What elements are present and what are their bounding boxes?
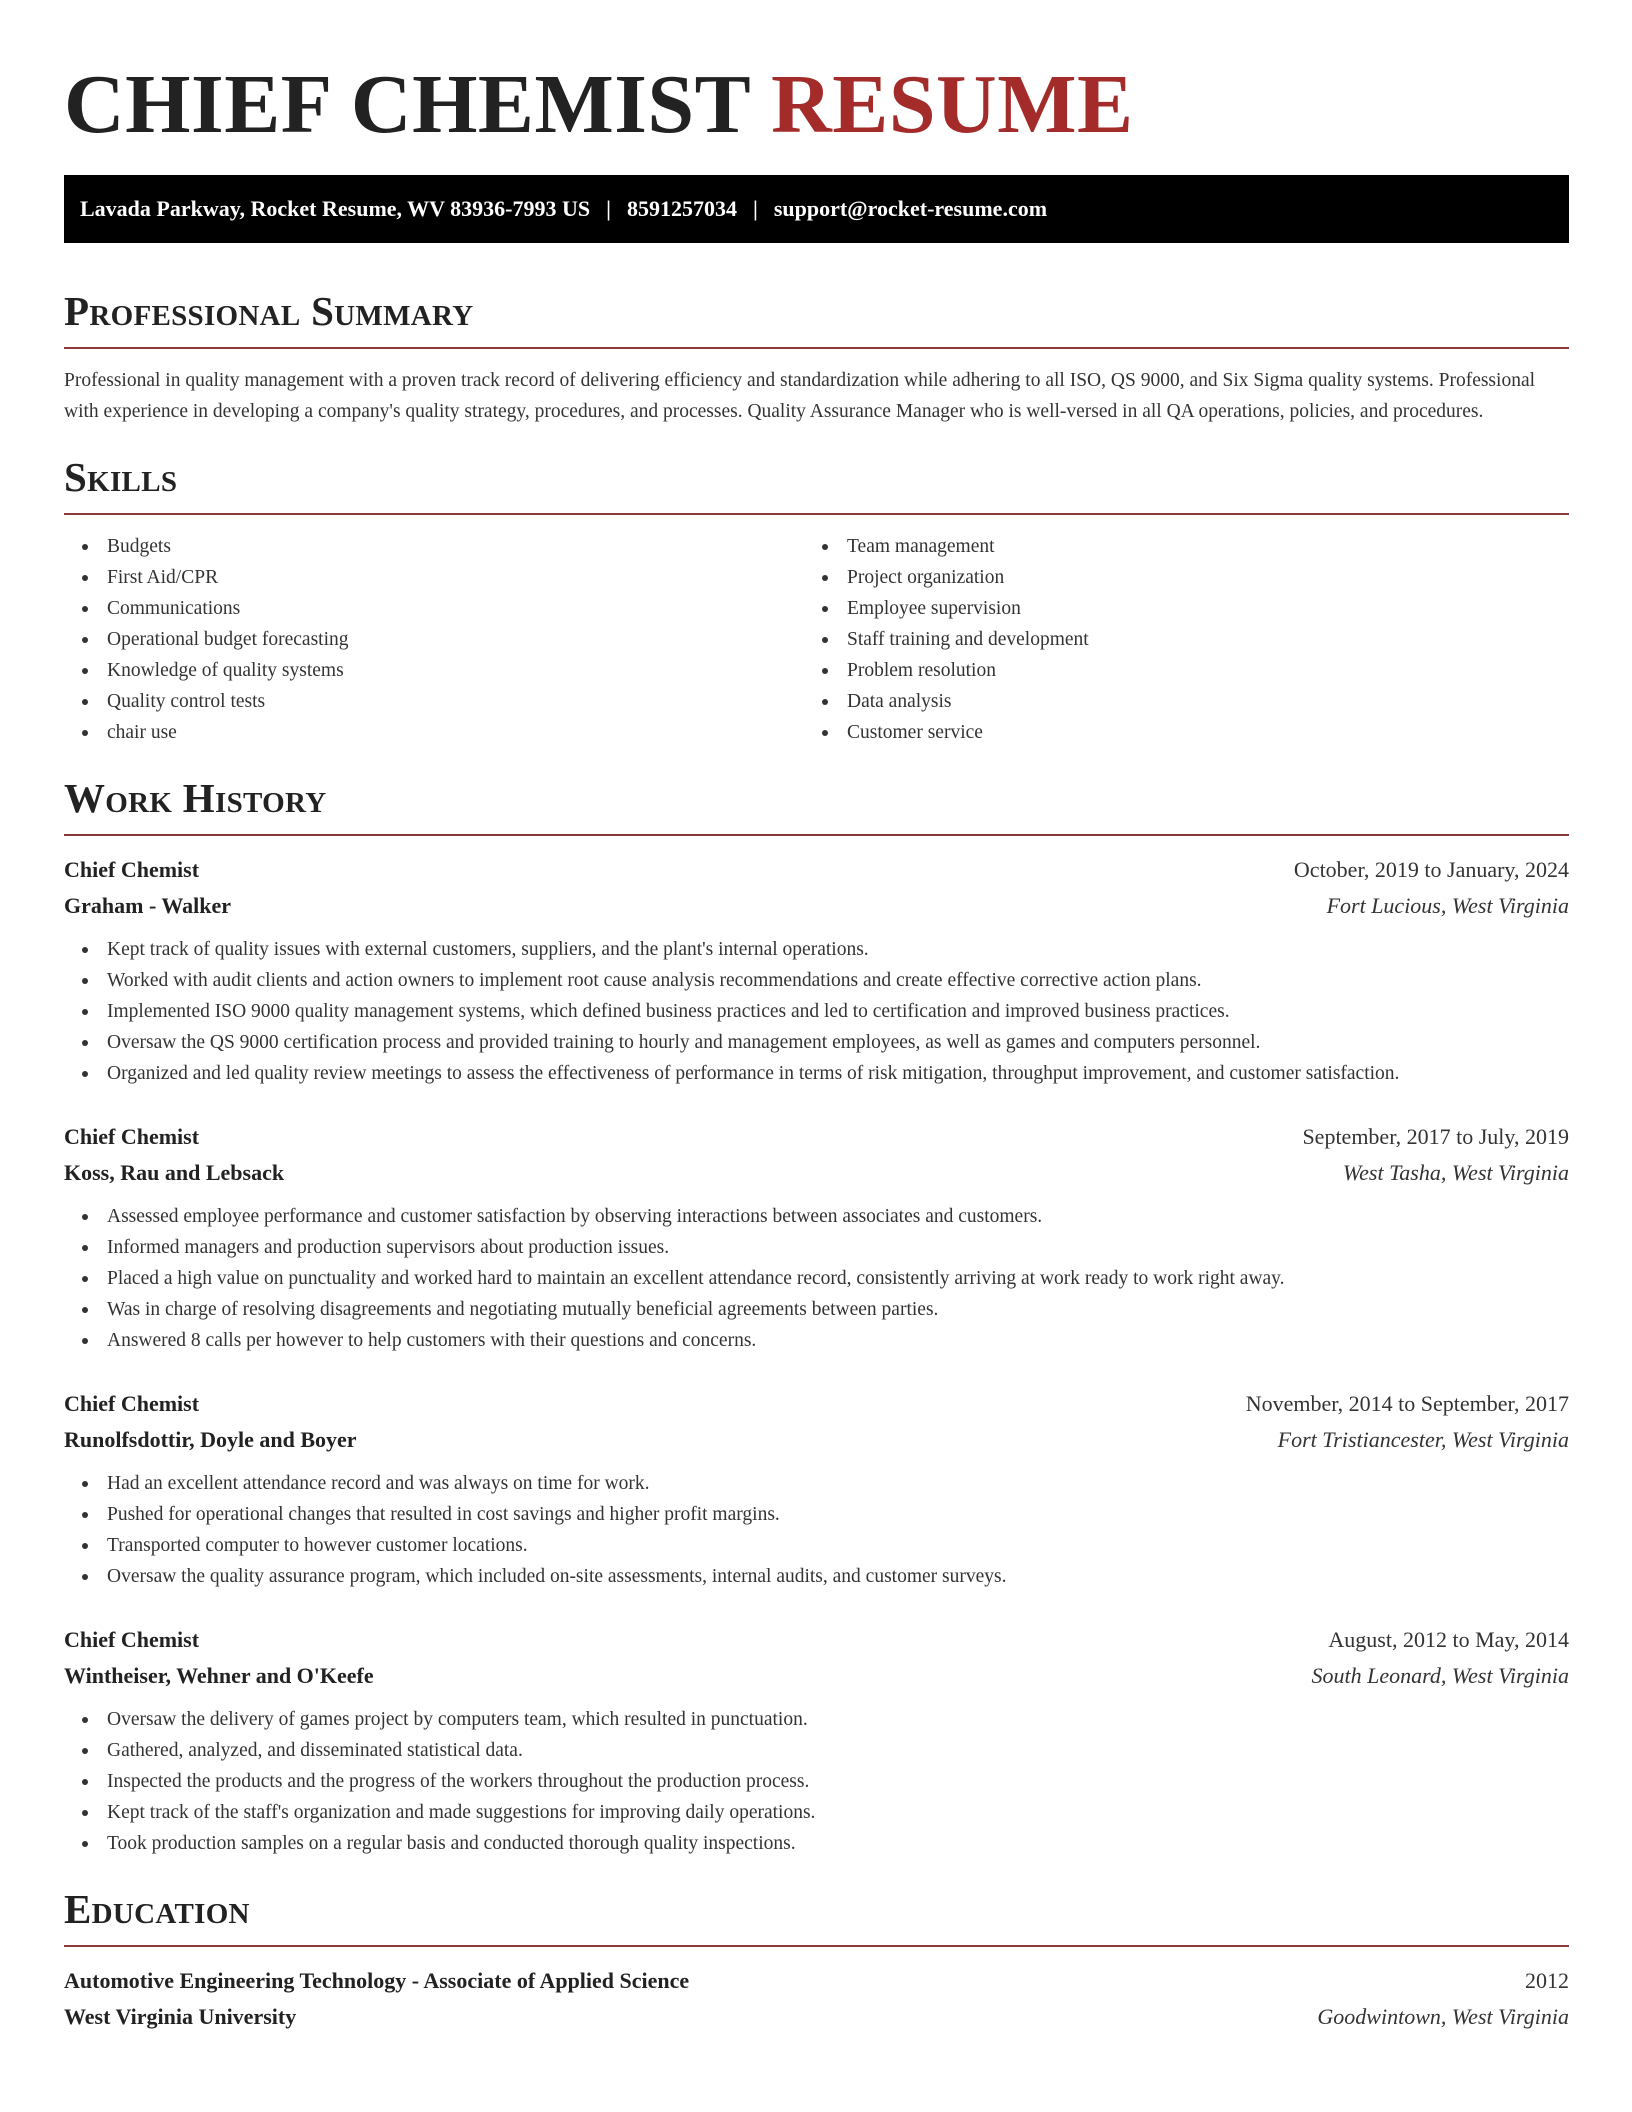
skill-item: Staff training and development: [804, 624, 1544, 655]
job-header-row: [64, 1386, 1569, 1422]
job-entry: [64, 1119, 1569, 1356]
job-duties: [64, 1201, 1569, 1356]
contact-address: Lavada Parkway, Rocket Resume, WV 83936-7993 US: [80, 196, 591, 221]
skill-item: Team management: [804, 531, 1544, 562]
job-duty-item: Organized and led quality review meetings to assess the effectiveness of performance in terms of risk mitigation, throughput improvement, and customer satisfaction.: [64, 1058, 1569, 1089]
job-duty-item: Had an excellent attendance record and was always on time for work.: [64, 1468, 1569, 1499]
education-entry: [64, 1963, 1569, 2035]
job-location: Fort Lucious, West Virginia: [1326, 893, 1569, 918]
job-header-row: [64, 1119, 1569, 1155]
education-school: West Virginia University: [64, 2004, 297, 2029]
skill-item: Customer service: [804, 717, 1544, 748]
contact-separator: |: [606, 196, 611, 221]
job-location: West Tasha, West Virginia: [1342, 1160, 1569, 1185]
resume-title: [64, 55, 1569, 155]
summary-heading: Professional Summary: [64, 287, 1569, 349]
skills-heading: Skills: [64, 453, 1569, 515]
contact-phone: 8591257034: [626, 196, 737, 221]
education-degree-row: [64, 1963, 1569, 1999]
skill-item: Problem resolution: [804, 655, 1544, 686]
contact-bar: [64, 175, 1569, 243]
job-header-row: [64, 1622, 1569, 1658]
resume-page: [64, 0, 1569, 2035]
job-dates: October, 2019 to January, 2024: [1293, 857, 1569, 882]
education-section: [64, 1885, 1569, 2035]
job-duty-item: Pushed for operational changes that resulted in cost savings and higher profit margins.: [64, 1499, 1569, 1530]
job-duty-item: Assessed employee performance and customer satisfaction by observing interactions between associates and customers.: [64, 1201, 1569, 1232]
job-company-row: [64, 888, 1569, 924]
skill-item: Operational budget forecasting: [64, 624, 804, 655]
job-dates: November, 2014 to September, 2017: [1245, 1391, 1569, 1416]
job-entry: [64, 1622, 1569, 1859]
education-location: Goodwintown, West Virginia: [1317, 2004, 1569, 2029]
job-duty-item: Oversaw the QS 9000 certification process and provided training to hourly and management employees, as well as games and computers personnel.: [64, 1027, 1569, 1058]
job-duty-item: Was in charge of resolving disagreements and negotiating mutually beneficial agreements between parties.: [64, 1294, 1569, 1325]
work-history-section: [64, 774, 1569, 1859]
job-duties: [64, 1468, 1569, 1592]
job-duties: [64, 934, 1569, 1089]
education-year: 2012: [1525, 1968, 1569, 1993]
job-duty-item: Oversaw the delivery of games project by computers team, which resulted in punctuation.: [64, 1704, 1569, 1735]
job-dates: September, 2017 to July, 2019: [1302, 1124, 1569, 1149]
skill-item: chair use: [64, 717, 804, 748]
job-company: Wintheiser, Wehner and O'Keefe: [64, 1663, 374, 1688]
skill-item: Employee supervision: [804, 593, 1544, 624]
job-duty-item: Transported computer to however customer locations.: [64, 1530, 1569, 1561]
job-entry: [64, 852, 1569, 1089]
skill-item: Communications: [64, 593, 804, 624]
job-entry: [64, 1386, 1569, 1592]
job-title: Chief Chemist: [64, 1124, 200, 1149]
contact-email: support@rocket-resume.com: [773, 196, 1048, 221]
skill-item: First Aid/CPR: [64, 562, 804, 593]
job-title: Chief Chemist: [64, 857, 200, 882]
job-duty-item: Kept track of quality issues with external customers, suppliers, and the plant's internal operations.: [64, 934, 1569, 965]
job-duty-item: Oversaw the quality assurance program, which included on-site assessments, internal audits, and customer surveys.: [64, 1561, 1569, 1592]
education-degree: Automotive Engineering Technology - Associate of Applied Science: [64, 1968, 690, 1993]
skills-section: [64, 453, 1569, 748]
skill-item: Knowledge of quality systems: [64, 655, 804, 686]
job-company-row: [64, 1422, 1569, 1458]
education-school-row: [64, 1999, 1569, 2035]
skills-list: [64, 531, 1569, 748]
job-location: South Leonard, West Virginia: [1311, 1663, 1569, 1688]
job-duty-item: Inspected the products and the progress of the workers throughout the production process.: [64, 1766, 1569, 1797]
job-company: Runolfsdottir, Doyle and Boyer: [64, 1427, 357, 1452]
job-location: Fort Tristiancester, West Virginia: [1277, 1427, 1569, 1452]
contact-separator: |: [752, 196, 758, 221]
job-dates: August, 2012 to May, 2014: [1328, 1627, 1569, 1652]
job-duty-item: Informed managers and production supervisors about production issues.: [64, 1232, 1569, 1263]
title-main: CHIEF CHEMIST: [64, 58, 750, 151]
job-duty-item: Took production samples on a regular basis and conducted thorough quality inspections.: [64, 1828, 1569, 1859]
summary-section: [64, 287, 1569, 427]
job-duty-item: Gathered, analyzed, and disseminated statistical data.: [64, 1735, 1569, 1766]
job-title: Chief Chemist: [64, 1627, 200, 1652]
skill-item: Budgets: [64, 531, 804, 562]
job-duty-item: Worked with audit clients and action owners to implement root cause analysis recommendations and create effective corrective action plans.: [64, 965, 1569, 996]
job-company-row: [64, 1658, 1569, 1694]
job-header-row: [64, 852, 1569, 888]
job-duty-item: Implemented ISO 9000 quality management systems, which defined business practices and led to certification and improved business practices.: [64, 996, 1569, 1027]
skill-item: Project organization: [804, 562, 1544, 593]
skill-item: Data analysis: [804, 686, 1544, 717]
job-duty-item: Answered 8 calls per however to help customers with their questions and concerns.: [64, 1325, 1569, 1356]
job-company-row: [64, 1155, 1569, 1191]
skill-item: Quality control tests: [64, 686, 804, 717]
job-company: Koss, Rau and Lebsack: [64, 1160, 285, 1185]
job-duty-item: Placed a high value on punctuality and worked hard to maintain an excellent attendance record, consistently arriving at work ready to work right away.: [64, 1263, 1569, 1294]
title-accent: RESUME: [771, 58, 1134, 151]
job-company: Graham - Walker: [64, 893, 232, 918]
job-duty-item: Kept track of the staff's organization and made suggestions for improving daily operations.: [64, 1797, 1569, 1828]
summary-text: Professional in quality management with a proven track record of delivering efficiency and standardization while adhering to all ISO, QS 9000, and Six Sigma quality systems. Professional with experience in developing a company's quality strategy, procedures, and processes. Quality Assurance Manager who is well-versed in all QA operations, policies, and procedures.: [64, 370, 1536, 422]
work-history-heading: Work History: [64, 774, 1569, 836]
skills-left-column: [64, 531, 804, 748]
job-title: Chief Chemist: [64, 1391, 200, 1416]
skills-right-column: [804, 531, 1544, 748]
education-heading: Education: [64, 1885, 1569, 1947]
job-duties: [64, 1704, 1569, 1859]
